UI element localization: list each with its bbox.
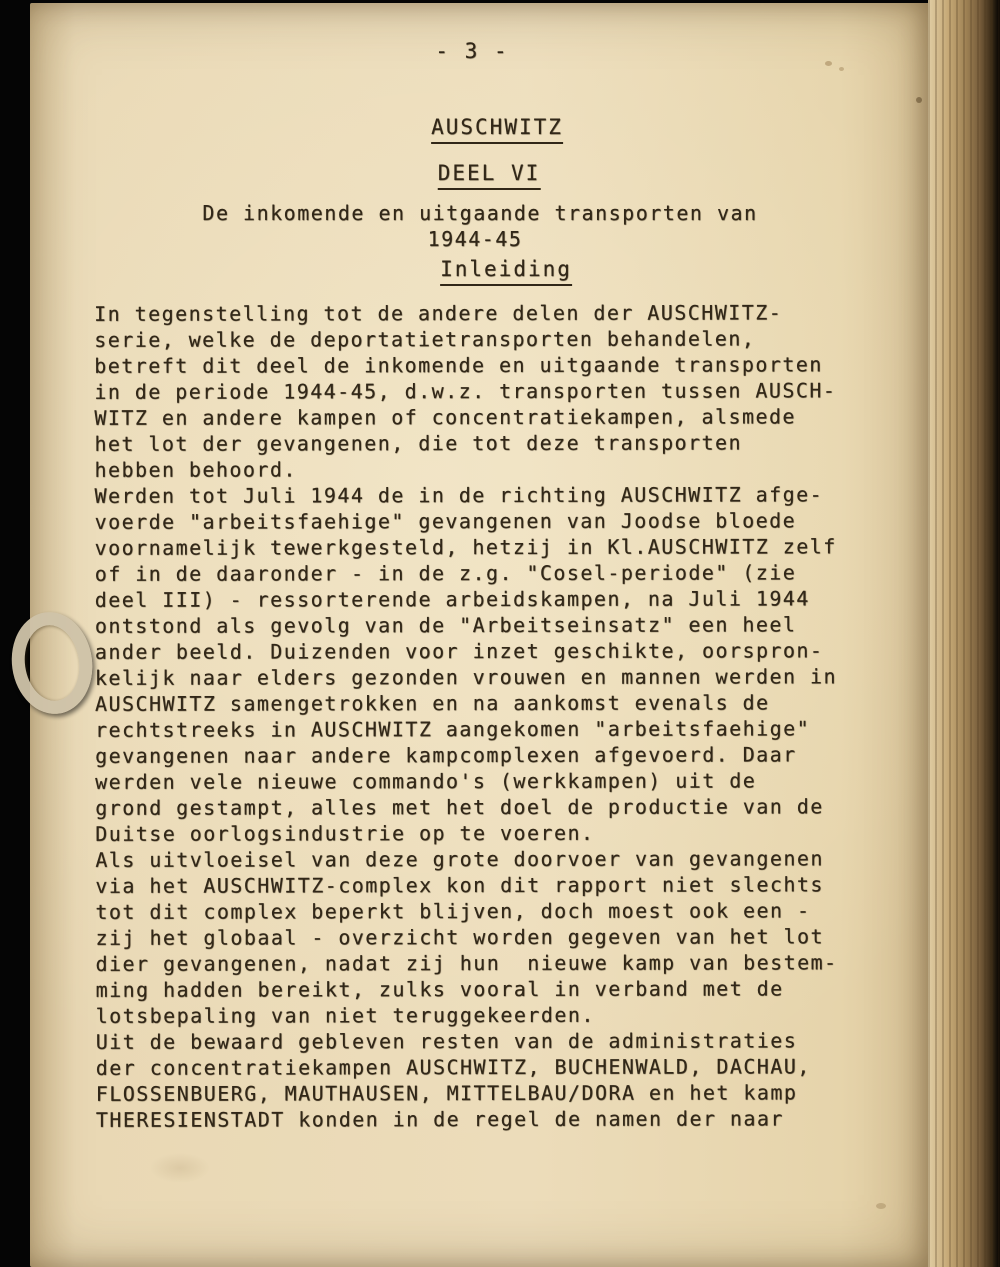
section-heading: Inleiding	[440, 257, 572, 286]
text-line: deel III) - ressorterende arbeidskampen, na Juli 1944	[94, 586, 810, 612]
document-subtitle: DEEL VI	[438, 161, 541, 190]
text-line: zij het globaal - overzicht worden gegeven van het lot	[95, 924, 825, 950]
text-line: in de periode 1944-45, d.w.z. transporten tussen AUSCH-	[94, 378, 837, 404]
chapter-heading-line1: De inkomende en uitgaande transporten van	[202, 201, 758, 225]
text-line: THERESIENSTADT konden in de regel de namen der naar	[95, 1106, 784, 1132]
text-line: rechtstreeks in AUSCHWITZ aangekomen "arbeitsfaehige"	[95, 716, 811, 742]
paper-stain	[876, 1203, 886, 1209]
document-title: AUSCHWITZ	[431, 115, 563, 144]
chapter-heading-line2: 1944-45	[427, 227, 523, 251]
text-line: betreft dit deel de inkomende en uitgaande transporten	[94, 352, 823, 378]
text-line: In tegenstelling tot de andere delen der AUSCHWITZ-	[94, 300, 783, 326]
text-line: ming hadden bereikt, zulks vooral in verband met de	[95, 976, 784, 1002]
text-line: Uit de bewaard gebleven resten van de administraties	[95, 1028, 798, 1054]
text-line: WITZ en andere kampen of concentratiekampen, alsmede	[94, 404, 796, 430]
document-page	[30, 3, 930, 1267]
text-line: dier gevangenen, nadat zij hun nieuwe kamp van bestem-	[95, 950, 838, 976]
text-line: hebben behoord.	[94, 457, 297, 482]
text-line: grond gestampt, alles met het doel de productie van de	[95, 794, 824, 820]
text-line: der concentratiekampen AUSCHWITZ, BUCHENWALD, DACHAU,	[95, 1054, 811, 1080]
text-line: het lot der gevangenen, die tot deze transporten	[94, 430, 743, 456]
body-text	[94, 299, 911, 1133]
text-line: gevangenen naar andere kampcomplexen afgevoerd. Daar	[95, 742, 797, 768]
text-line: voerde "arbeitsfaehige" gevangenen van Joodse bloede	[94, 508, 797, 534]
text-line: tot dit complex beperkt blijven, doch moest ook een -	[95, 898, 811, 924]
text-line: lotsbepaling van niet teruggekeerden.	[95, 1002, 595, 1028]
page-number: - 3 -	[435, 39, 509, 63]
text-line: AUSCHWITZ samengetrokken en na aankomst evenals de	[94, 690, 770, 716]
text-line: FLOSSENBUERG, MAUTHAUSEN, MITTELBAU/DORA en het kamp	[95, 1080, 798, 1106]
text-line: via het AUSCHWITZ-complex kon dit rapport niet slechts	[95, 872, 824, 898]
paper-stain	[150, 1153, 210, 1183]
paper-stain	[825, 61, 832, 66]
paper-stain	[916, 97, 922, 103]
paper-stain	[839, 67, 844, 71]
text-line: Als uitvloeisel van deze grote doorvoer van gevangenen	[95, 846, 824, 872]
text-line: serie, welke de deportatietransporten behandelen,	[94, 326, 756, 352]
text-line: ander beeld. Duizenden voor inzet geschikte, oorspron-	[94, 638, 824, 664]
text-line: Werden tot Juli 1944 de in de richting AUSCHWITZ afge-	[94, 482, 824, 508]
text-line: werden vele nieuwe commando's (werkkampen) uit de	[95, 768, 757, 794]
book-page-edges	[928, 0, 1000, 1267]
text-line: Duitse oorlogsindustrie op te voeren.	[95, 820, 595, 846]
text-line: voornamelijk tewerkgesteld, hetzij in Kl.AUSCHWITZ zelf	[94, 534, 837, 560]
text-line: of in de daaronder - in de z.g. "Cosel-periode" (zie	[94, 560, 797, 586]
text-line: ontstond als gevolg van de "Arbeitseinsatz" een heel	[94, 612, 797, 638]
text-line: kelijk naar elders gezonden vrouwen en mannen werden in	[94, 664, 837, 690]
